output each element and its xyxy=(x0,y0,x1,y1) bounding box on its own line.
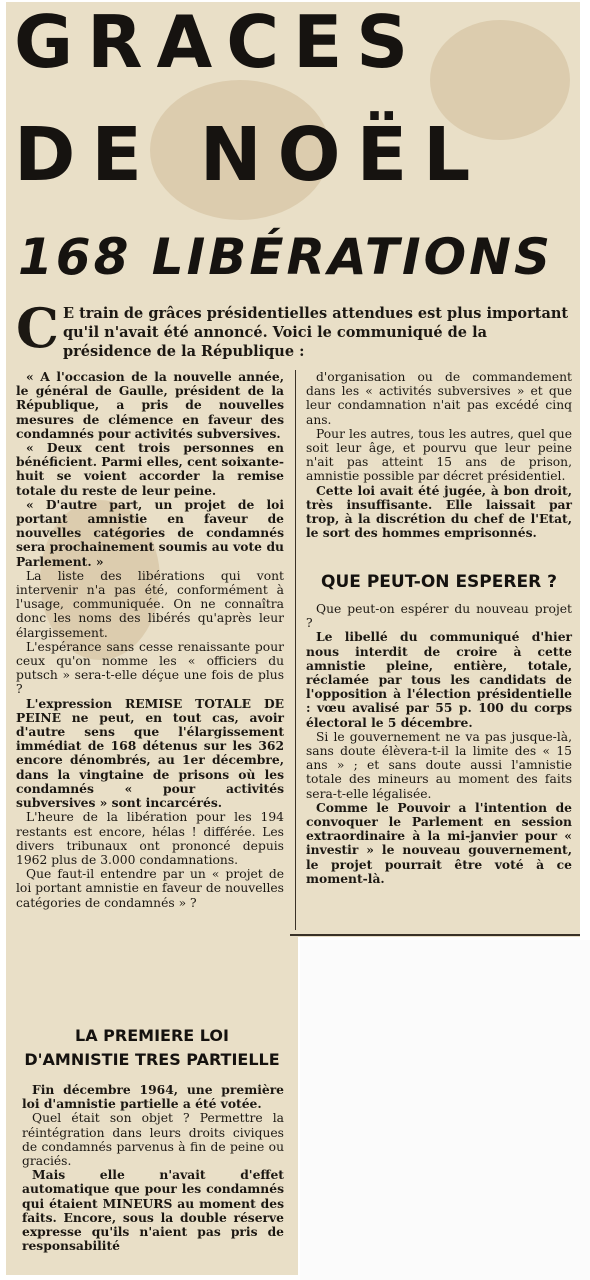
bottom-subheading xyxy=(16,1024,288,1072)
left-paragraph: « D'autre part, un projet de loi portant amnistie en faveur de nouvelles catégories de condamnés sera prochainement soumis au vote du Parlement. » xyxy=(16,496,284,569)
bottom-paragraph: Mais elle n'avait d'effet automatique que pour les condamnés qui étaient MINEURS au moment des faits. Encore, sous la double réserve expresse qu'ils n'aient pas pris de responsabilité xyxy=(22,1167,284,1254)
bottom-column xyxy=(22,1083,284,1253)
horizontal-rule xyxy=(290,934,580,936)
left-paragraph: L'espérance sans cesse renaissante pour ceux qu'on nomme les « officiers du putsch » sera-t-elle déçue une fois de plus ? xyxy=(16,639,284,697)
right-column-bottom xyxy=(306,602,572,886)
right-paragraph: Cette loi avait été jugée, à bon droit, très insuffisante. Elle laissait par trop, à la discrétion du chef de l'Etat, le sort des hommes emprisonnés. xyxy=(306,482,572,541)
intro-text: E train de grâces présidentielles attendues est plus important qu'il n'avait été annoncé. Voici le communiqué de la présidence de la République : xyxy=(62,305,569,360)
left-paragraph: La liste des libérations qui vont intervenir n'a pas été, conformément à l'usage, communiquée. On ne connaîtra donc les noms des libérés qu'après leur élargissement. xyxy=(16,568,284,640)
right-column-top xyxy=(306,370,572,540)
headline-line-3: 168 LIBÉRATIONS xyxy=(18,228,553,286)
left-paragraph: « Deux cent trois personnes en bénéficient. Parmi elles, cent soixante-huit se voient accorder la remise totale du reste de leur peine. xyxy=(16,440,284,498)
left-paragraph: L'heure de la libération pour les 194 restants est encore, hélas ! différée. Les divers tribunaux ont prononcé depuis 1962 plus de 3.000 condamnations. xyxy=(16,810,284,867)
drop-cap: C xyxy=(16,296,59,360)
left-column xyxy=(16,370,284,910)
bottom-subheading-line-1: LA PREMIERE LOI xyxy=(75,1026,229,1045)
intro-paragraph xyxy=(16,296,572,361)
left-paragraph: L'expression REMISE TOTALE DE PEINE ne peut, en tout cas, avoir d'autre sens que l'élargissement immédiat de 168 détenus sur les 362 encore dénombrés, au 1er décembre, dans la vingtaine de prisons où les condamnés « pour activités subversives » sont incarcérés. xyxy=(16,695,284,811)
right-paragraph: Si le gouvernement ne va pas jusque-là, sans doute élèvera-t-il la limite des « 15 ans » ; et sans doute aussi l'amnistie totale des mineurs au moment des faits sera-t-elle légalisée. xyxy=(306,729,572,801)
column-divider xyxy=(295,370,296,930)
right-paragraph: Pour les autres, tous les autres, quel que soit leur âge, et pourvu que leur peine n'ait pas atteint 15 ans de prison, amnistie possible par décret présidentiel. xyxy=(306,426,572,484)
cut-out-blank-area xyxy=(300,940,590,1280)
headline-line-2: DE NOËL xyxy=(14,112,487,198)
headline-line-1: GRACES xyxy=(14,0,423,84)
bottom-paragraph: Quel était son objet ? Permettre la réintégration dans leurs droits civiques de condamnés parvenus à fin de peine ou graciés. xyxy=(22,1111,284,1169)
left-paragraph: « A l'occasion de la nouvelle année, le général de Gaulle, président de la République, a pris de nouvelles mesures de clémence en faveur des condamnés pour activités subversives. xyxy=(16,369,284,441)
bottom-paragraph: Fin décembre 1964, une première loi d'amnistie partielle a été votée. xyxy=(22,1082,284,1112)
left-paragraph: Que faut-il entendre par un « projet de loi portant amnistie en faveur de nouvelles catégories de condamnés » ? xyxy=(16,867,284,910)
right-paragraph: Le libellé du communiqué d'hier nous interdit de croire à cette amnistie pleine, entière, totale, réclamée par tous les candidats de l'opposition à l'élection présidentielle : vœu avalisé par 55 p. 100 du corps électoral le 5 décembre. xyxy=(306,629,572,730)
right-paragraph: Comme le Pouvoir a l'intention de convoquer le Parlement en session extraordinaire à la mi-janvier pour « investir » le nouveau gouvernement, le projet pourrait être voté à ce moment-là. xyxy=(306,799,572,886)
right-subheading: QUE PEUT-ON ESPERER ? xyxy=(321,572,557,592)
right-paragraph: d'organisation ou de commandement dans les « activités subversives » et que leur condamnation n'ait pas excédé cinq ans. xyxy=(306,370,572,427)
right-paragraph: Que peut-on espérer du nouveau projet ? xyxy=(306,602,572,631)
bottom-subheading-line-2: D'AMNISTIE TRES PARTIELLE xyxy=(24,1050,280,1069)
